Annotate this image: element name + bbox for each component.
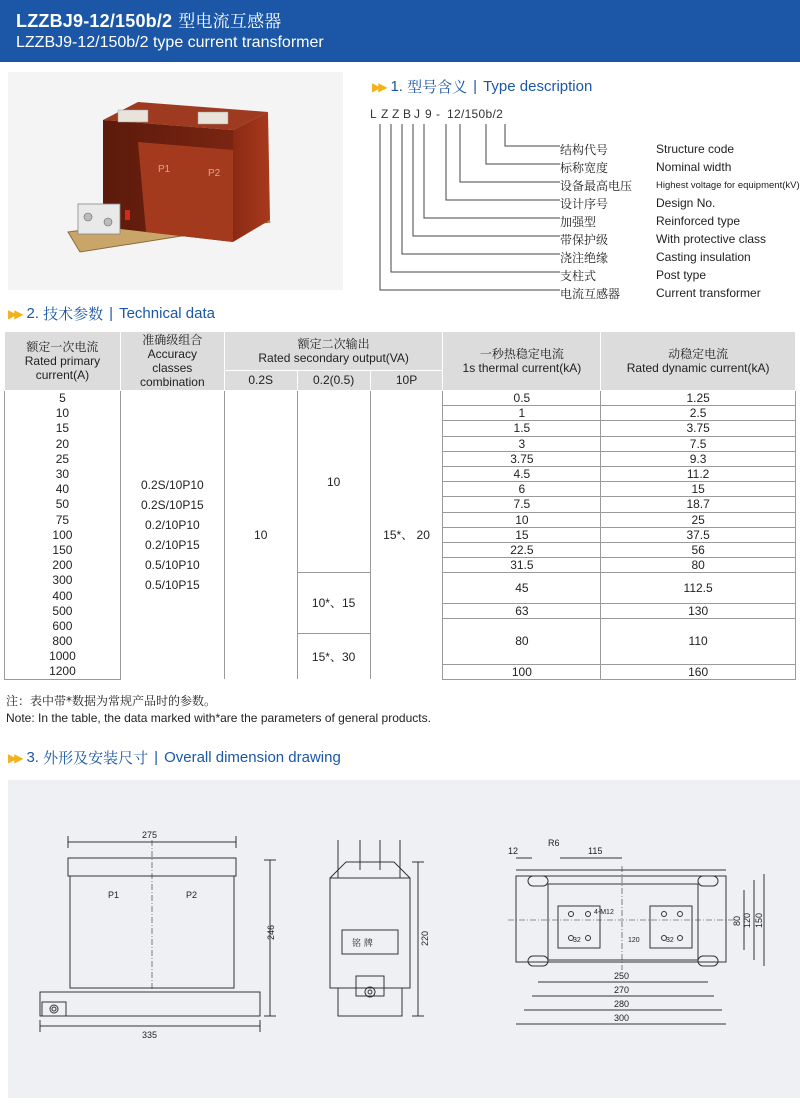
cell-dynamic: 3.75 — [601, 421, 796, 436]
cell-primary: 40 — [5, 482, 121, 497]
cell-primary: 5 — [5, 391, 121, 406]
section2-title-cn: 技术参数 — [43, 305, 104, 323]
cell-dynamic: 112.5 — [601, 573, 796, 603]
section2-title-en: Technical data — [119, 305, 215, 322]
cell-primary: 200 — [5, 558, 121, 573]
code-char: - — [436, 107, 441, 121]
cell-thermal: 80 — [443, 619, 601, 665]
dim-top-115: 115 — [588, 846, 603, 856]
accuracy-item: 0.5/10P15 — [144, 578, 200, 593]
cell-primary: 500 — [5, 603, 121, 618]
dim-top-12: 12 — [508, 846, 519, 856]
page-header — [0, 0, 800, 62]
cell-dynamic: 15 — [601, 482, 796, 497]
accuracy-item: 0.2S/10P10 — [140, 478, 204, 493]
dim-top-250: 250 — [614, 971, 630, 981]
accuracy-item: 0.5/10P10 — [144, 558, 200, 573]
dim-top-300: 300 — [614, 1013, 630, 1023]
cell-dynamic: 2.5 — [601, 406, 796, 421]
code-char: 9 — [425, 107, 432, 121]
code-meaning-row: 结构代号 Structure code — [560, 142, 735, 157]
dim-front-335: 335 — [142, 1030, 158, 1040]
section-arrows-icon: ▶▶ — [8, 306, 21, 321]
cell-output-02s: 10 — [224, 391, 297, 680]
cell-thermal: 15 — [443, 527, 601, 542]
th-dynamic: 动稳定电流 Rated dynamic current(kA) — [601, 332, 796, 391]
cell-dynamic: 110 — [601, 619, 796, 665]
section-arrows-icon: ▶▶ — [372, 79, 385, 94]
section1-number: 1. — [390, 78, 403, 95]
code-meaning-row: 设备最高电压 Highest voltage for equipment(kV) — [560, 178, 800, 193]
dim-top-150: 150 — [754, 912, 764, 928]
cell-primary: 300 — [5, 573, 121, 588]
cell-thermal: 4.5 — [443, 467, 601, 482]
cell-thermal: 1 — [443, 406, 601, 421]
section3-number: 3. — [26, 749, 39, 766]
cell-dynamic: 7.5 — [601, 436, 796, 451]
section-dimension-drawing: ▶▶ 3. 外形及安装尺寸 | Overall dimension drawing — [8, 749, 341, 767]
photo-p2-label: P2 — [208, 168, 221, 179]
code-char: L — [370, 107, 377, 121]
photo-p1-label: P1 — [158, 164, 171, 175]
cell-dynamic: 56 — [601, 543, 796, 558]
dim-top-270: 270 — [614, 985, 630, 995]
section-type-description: ▶▶ 1. 型号含义 | Type description — [372, 78, 593, 96]
th-02s: 0.2S — [224, 370, 297, 390]
cell-dynamic: 80 — [601, 558, 796, 573]
th-accuracy: 准确级组合 Accuracy classes combination — [120, 332, 224, 391]
transformer-illustration — [8, 72, 343, 290]
section3-title-en: Overall dimension drawing — [164, 749, 341, 766]
th-primary: 额定一次电流 Rated primary current(A) — [5, 332, 121, 391]
code-char: B — [403, 107, 412, 121]
cell-primary: 1200 — [5, 664, 121, 679]
th-10p: 10P — [370, 370, 443, 390]
section1-title-en: Type description — [483, 78, 593, 95]
code-char: Z — [381, 107, 389, 121]
cell-thermal: 3.75 — [443, 451, 601, 466]
dim-front-246: 246 — [266, 924, 276, 940]
code-char: 12/150b/2 — [447, 107, 504, 121]
dim-front-p2: P2 — [186, 890, 198, 900]
cell-dynamic: 18.7 — [601, 497, 796, 512]
technical-data-table — [4, 331, 796, 680]
cell-primary: 150 — [5, 543, 121, 558]
accuracy-item: 0.2/10P10 — [144, 518, 200, 533]
th-secondary: 额定二次输出 Rated secondary output(VA) — [224, 332, 443, 371]
cell-dynamic: 9.3 — [601, 451, 796, 466]
code-meaning-row: 标称宽度 Nominal width — [560, 160, 732, 175]
section2-number: 2. — [26, 305, 39, 322]
code-meaning-list — [560, 140, 800, 302]
dim-top-120: 120 — [628, 937, 640, 944]
cell-primary: 15 — [5, 421, 121, 436]
dim-top-32b: 32 — [666, 937, 674, 944]
side-view — [330, 840, 424, 1016]
section1-title-cn: 型号含义 — [407, 78, 468, 96]
accuracy-item: 0.2S/10P15 — [140, 498, 204, 513]
cell-primary: 100 — [5, 527, 121, 542]
section3-title-cn: 外形及安装尺寸 — [43, 749, 149, 767]
cell-thermal: 31.5 — [443, 558, 601, 573]
cell-thermal: 3 — [443, 436, 601, 451]
cell-primary: 75 — [5, 512, 121, 527]
code-meaning-row: 浇注绝缘 Casting insulation — [560, 250, 751, 265]
dim-side-220: 220 — [420, 930, 430, 946]
cell-output-02-c: 15*、30 — [297, 634, 370, 680]
cell-dynamic: 160 — [601, 664, 796, 679]
th-thermal: 一秒热稳定电流 1s thermal current(kA) — [443, 332, 601, 391]
cell-thermal: 100 — [443, 664, 601, 679]
cell-thermal: 0.5 — [443, 391, 601, 406]
header-title-cn: 型电流互感器 — [178, 12, 282, 32]
dim-top-80: 80 — [732, 915, 742, 926]
accuracy-item: 0.2/10P15 — [144, 538, 200, 553]
dim-top-280: 280 — [614, 999, 630, 1009]
section-arrows-icon: ▶▶ — [8, 750, 21, 765]
cell-thermal: 7.5 — [443, 497, 601, 512]
dim-top-m12: 4-M12 — [594, 909, 614, 916]
dimension-drawing — [8, 780, 800, 1098]
product-photo — [8, 72, 343, 290]
section-technical-data: ▶▶ 2. 技术参数 | Technical data — [8, 305, 215, 323]
cell-primary: 600 — [5, 619, 121, 634]
code-connector-lines — [360, 118, 560, 298]
cell-primary: 1000 — [5, 649, 121, 664]
dimension-drawing-svg — [8, 780, 800, 1098]
code-meaning-row: 带保护级 With protective class — [560, 232, 767, 247]
code-meaning-row: 加强型 Reinforced type — [560, 214, 741, 229]
header-title — [16, 7, 784, 32]
code-meaning-row: 支柱式 Post type — [560, 268, 707, 283]
note-en: Note: In the table, the data marked with*are the parameters of general products. — [6, 711, 431, 725]
note-cn: 注：表中带*数据为常规产品时的参数。 — [6, 694, 217, 708]
cell-primary: 20 — [5, 436, 121, 451]
cell-thermal: 22.5 — [443, 543, 601, 558]
code-meaning-row: 电流互感器 Current transformer — [560, 286, 761, 301]
cell-primary: 25 — [5, 451, 121, 466]
cell-primary: 10 — [5, 406, 121, 421]
dim-front-275: 275 — [142, 830, 158, 840]
cell-thermal: 10 — [443, 512, 601, 527]
front-view — [40, 836, 276, 1032]
header-model: LZZBJ9-12/150b/2 — [16, 11, 173, 31]
cell-dynamic: 11.2 — [601, 467, 796, 482]
cell-dynamic: 25 — [601, 512, 796, 527]
cell-output-02-a: 10 — [297, 391, 370, 573]
cell-dynamic: 37.5 — [601, 527, 796, 542]
header-title-en: LZZBJ9-12/150b/2 type current transformer — [16, 34, 324, 51]
cell-primary: 400 — [5, 588, 121, 603]
cell-thermal: 63 — [443, 603, 601, 618]
dim-top-120v: 120 — [742, 912, 752, 928]
cell-primary: 800 — [5, 634, 121, 649]
code-meaning-row: 设计序号 Design No. — [560, 196, 716, 211]
code-char: Z — [392, 107, 400, 121]
cell-primary: 50 — [5, 497, 121, 512]
code-char: J — [414, 107, 421, 121]
cell-thermal: 45 — [443, 573, 601, 603]
dim-front-p1: P1 — [108, 890, 120, 900]
dim-top-r6: R6 — [548, 838, 560, 848]
cell-accuracy-combos — [120, 391, 224, 680]
cell-output-10p: 15*、 20 — [370, 391, 443, 680]
dim-top-32a: 32 — [573, 937, 581, 944]
cell-thermal: 1.5 — [443, 421, 601, 436]
cell-dynamic: 130 — [601, 603, 796, 618]
cell-primary: 30 — [5, 467, 121, 482]
cell-thermal: 6 — [443, 482, 601, 497]
dim-side-plate: 铭 牌 — [352, 939, 373, 949]
cell-dynamic: 1.25 — [601, 391, 796, 406]
cell-output-02-b: 10*、15 — [297, 573, 370, 634]
th-02: 0.2(0.5) — [297, 370, 370, 390]
